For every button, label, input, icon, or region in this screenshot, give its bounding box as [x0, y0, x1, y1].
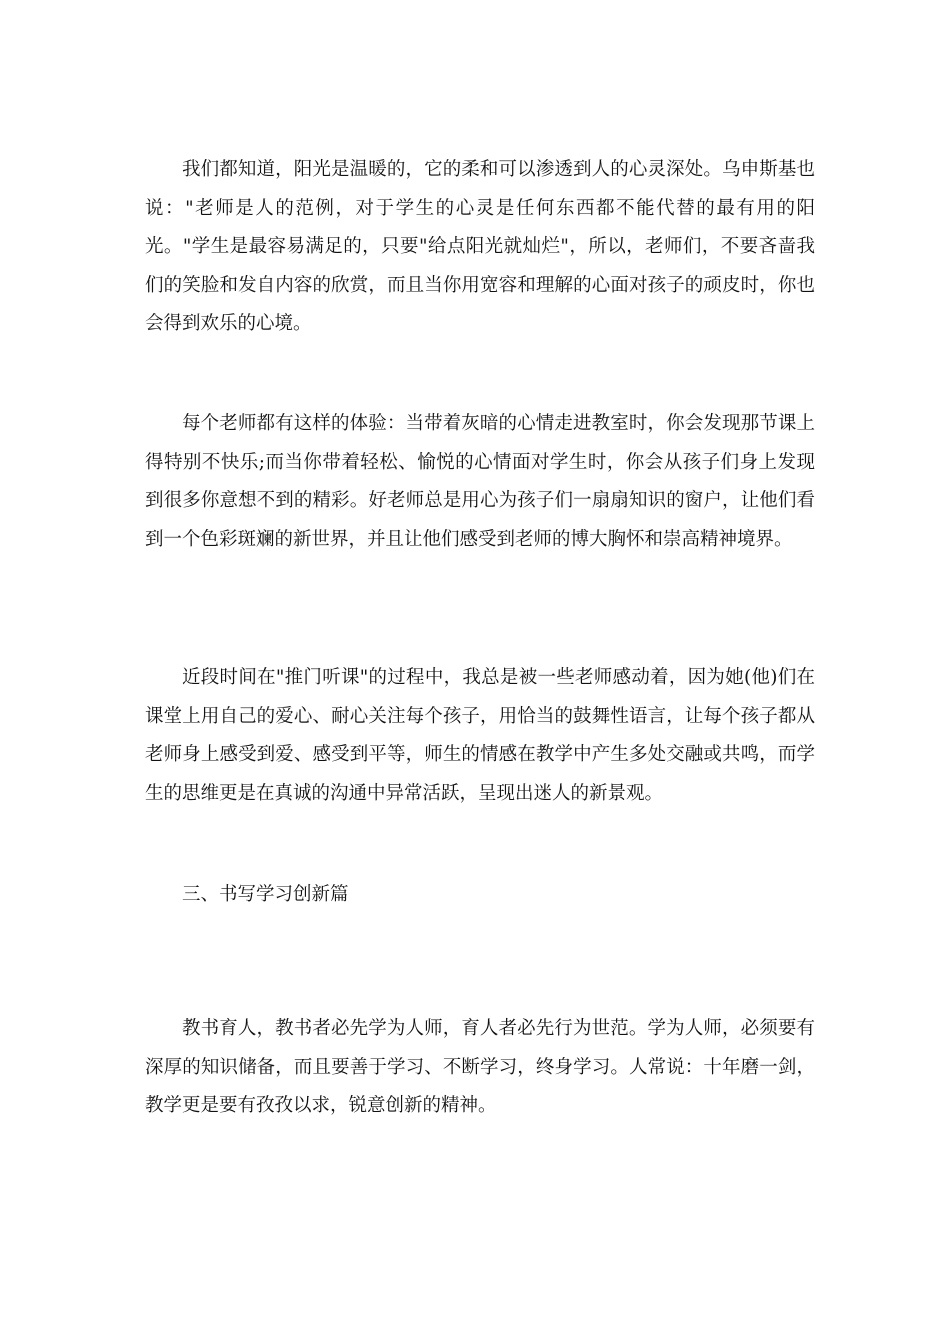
paragraph-classroom-observation: 近段时间在"推门听课"的过程中，我总是被一些老师感动着，因为她(他)们在课堂上用自己的爱心、耐心关注每个孩子，用恰当的鼓舞性语言，让每个孩子都从老师身上感受到爱、感受到平等，师生的情感在教学中产生多处交融或共鸣，而学生的思维更是在真诚的沟通中异常活跃，呈现出迷人的新景观。 [145, 667, 815, 804]
paragraph-lifelong-learning: 教书育人，教书者必先学为人师，育人者必先行为世范。学为人师，必须要有深厚的知识储备，而且要善于学习、不断学习，终身学习。人常说：十年磨一剑，教学更是要有孜孜以求，锐意创新的精神。 [145, 1018, 815, 1116]
paragraph-teacher-experience: 每个老师都有这样的体验：当带着灰暗的心情走进教室时，你会发现那节课上得特别不快乐;而当你带着轻松、愉悦的心情面对学生时，你会从孩子们身上发现到很多你意想不到的精彩。好老师总是用心为孩子们一扇扇知识的窗户，让他们看到一个色彩斑斓的新世界，并且让他们感受到老师的博大胸怀和崇高精神境界。 [145, 413, 815, 550]
paragraph-sunshine: 我们都知道，阳光是温暖的，它的柔和可以渗透到人的心灵深处。乌申斯基也说："老师是人的范例，对于学生的心灵是任何东西都不能代替的最有用的阳光。"学生是最容易满足的，只要"给点阳光就灿烂"，所以，老师们，不要吝啬我们的笑脸和发自内容的欣赏，而且当你用宽容和理解的心面对孩子的顽皮时，你也会得到欢乐的心境。 [145, 159, 815, 334]
section-heading: 三、书写学习创新篇 [182, 884, 349, 905]
